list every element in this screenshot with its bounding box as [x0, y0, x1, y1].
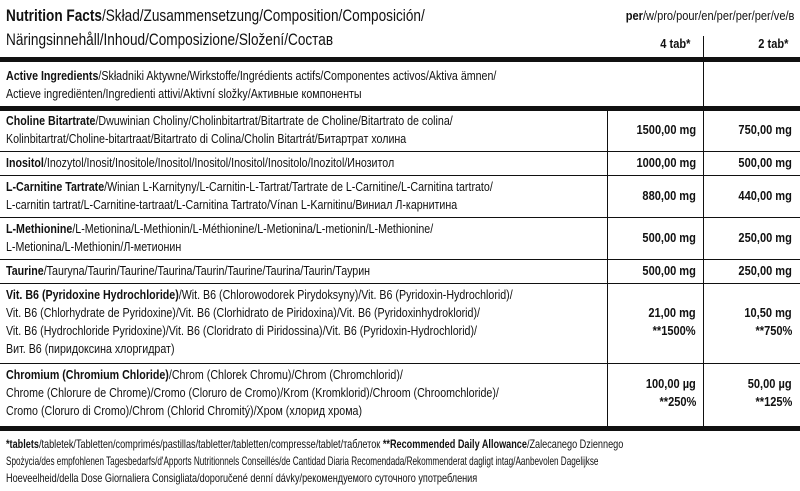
value-4tab: 100,00 µg [646, 376, 696, 391]
value-2tab: 750,00 mg [738, 122, 792, 137]
header-per-bold: per [625, 8, 643, 23]
value-4tab: 1000,00 mg [636, 155, 696, 170]
value-4tab: 880,00 mg [642, 188, 696, 203]
ingredient-row-chromium-line3: Cromo (Cloruro di Cromo)/Chrom (Chlorid Chromitý)/Хром (хлорид хрома) [6, 403, 363, 418]
header-per [596, 8, 794, 24]
ingredient-row-b6-line1: Vit. B6 (Pyridoxine Hydrochloride)/Wit. B6 (Chlorowodorek Pirydoksyny)/Vit. B6 (Pyridoxin-Hydrochlorid)/ [6, 287, 513, 302]
ingredient-name: L-Carnitine Tartrate [6, 179, 105, 194]
value-2tab: 50,00 µg [748, 376, 792, 391]
header-title-line1 [6, 6, 529, 26]
value-4tab: 21,00 mg [648, 305, 696, 320]
row-divider [0, 283, 800, 284]
row-divider [0, 217, 800, 218]
ingredient-row-methionine-line1: L-Methionine/L-Metionina/L-Methionin/L-Méthionine/L-Metionina/L-metionin/L-Methionine/ [6, 221, 434, 236]
divider-thick-active [0, 106, 800, 111]
value-4tab: 500,00 mg [642, 263, 696, 278]
footer-rda-bold: **Recommended Daily Allowance [382, 437, 527, 451]
row-divider [0, 363, 800, 364]
ingredient-name: Inositol [6, 155, 44, 170]
header-title-line2: Näringsinnehåll/Inhoud/Composizione/Složení/Состав [6, 30, 334, 49]
ingredient-row-b6-line3: Vit. B6 (Hydrochloride Pyridoxine)/Vit. B6 (Cloridrato di Piridossina)/Vit. B6 (Pyridoxin-Hydrochlorid)/ [6, 323, 478, 338]
active-ingredients-line1: Active Ingredients/Składniki Aktywne/Wirkstoffe/Ingrédients actifs/Componentes activos/Aktiva ämnen/ [6, 68, 497, 83]
ingredient-row-chromium-line2: Chrome (Chlorure de Chrome)/Cromo (Cloruro de Cromo)/Krom (Kromklorid)/Chroom (Chroomchloride)/ [6, 385, 499, 400]
ingredient-row-choline-line2: Kolinbitartrat/Choline-bitartraat/Bitartrato di Colina/Cholin Bitartrát/Битартрат холина [6, 131, 407, 146]
rda-percent-4tab: **1500% [652, 323, 696, 338]
ingredient-name: Vit. B6 (Pyridoxine Hydrochloride) [6, 287, 179, 302]
ingredient-row-b6-line2: Vit. B6 (Chlorhydrate de Pyridoxine)/Vit. B6 (Clorhidrato de Piridoxina)/Vit. B6 (Pyridoxinhydroklorid)/ [6, 305, 480, 320]
footer-line3: Hoeveelheid/della Dose Giornaliera Consigliata/doporučené denní dávky/рекомендуемого суточного употребления [6, 471, 478, 485]
footer-line1: *tablets/tabletek/Tabletten/comprimés/pastillas/tabletter/tabletten/compresse/tablet/таблеток **Recommended Daily Allowance/Zalecanego Dziennego [6, 437, 624, 451]
divider-thick-bottom [0, 426, 800, 431]
header-title-bold: Nutrition Facts [6, 6, 102, 25]
row-divider [0, 151, 800, 152]
footer-line2: Spożycia/des empfohlenen Tagesbedarfs/d'Apports Nutritionnels Conseillés/de Cantidad Diaria Recomendada/Rekommenderat dagligt intag/Aanbevolen Dagelijkse [6, 454, 599, 468]
column-header-4-tab: 4 tab* [659, 36, 690, 51]
value-4tab: 1500,00 mg [636, 122, 696, 137]
footer-tablets-bold: *tablets [6, 437, 39, 451]
rda-percent-4tab: **250% [659, 394, 696, 409]
active-ingredients-line2: Actieve ingrediënten/Ingredienti attivi/Aktivní složky/Активные компоненты [6, 86, 362, 101]
ingredient-row-methionine-line2: L-Metionina/L-Methionin/Л-метионин [6, 239, 182, 254]
ingredient-row-chromium-line1: Chromium (Chromium Chloride)/Chrom (Chlorek Chromu)/Chrom (Chromchlorid)/ [6, 367, 403, 382]
column-separator-1 [607, 111, 608, 427]
ingredient-row-taurine: Taurine/Tauryna/Taurin/Taurine/Taurina/Taurin/Taurine/Taurina/Taurin/Таурин [6, 263, 371, 278]
column-header-2-tab: 2 tab* [757, 36, 788, 51]
row-divider [0, 259, 800, 260]
value-2tab: 500,00 mg [738, 155, 792, 170]
value-2tab: 250,00 mg [738, 263, 792, 278]
header-per-rest: /w/pro/pour/en/per/per/per/ve/в [642, 8, 794, 23]
ingredient-name: L-Methionine [6, 221, 73, 236]
ingredient-row-choline-line1: Choline Bitartrate/Dwuwinian Choliny/Cholinbitartrat/Bitartrate de Choline/Bitartrato de colina/ [6, 113, 453, 128]
value-2tab: 440,00 mg [738, 188, 792, 203]
header-title-rest: /Skład/Zusammensetzung/Composition/Composición/ [101, 6, 425, 25]
row-divider [0, 175, 800, 176]
value-2tab: 10,50 mg [744, 305, 792, 320]
active-ingredients-bold: Active Ingredients [6, 68, 99, 83]
ingredient-row-b6-line4: Вит. В6 (пиридоксина хлоргидрат) [6, 341, 175, 356]
ingredient-row-carnitine-line1: L-Carnitine Tartrate/Winian L-Karnityny/L-Carnitin-L-Tartrat/Tartrate de L-Carnitine/L-Carnitina tartrato/ [6, 179, 493, 194]
ingredient-name: Taurine [6, 263, 44, 278]
value-2tab: 250,00 mg [738, 230, 792, 245]
ingredient-row-inositol: Inositol/Inozytol/Inosit/Inositole/Inositol/Inositol/Inositol/Inositolo/Inozitol/Инозитол [6, 155, 395, 170]
column-separator-2 [703, 36, 704, 427]
rda-percent-2tab: **750% [755, 323, 792, 338]
divider-thick-top [0, 57, 800, 62]
ingredient-name: Chromium (Chromium Chloride) [6, 367, 169, 382]
ingredient-row-carnitine-line2: L-carnitin tartrat/L-Carnitine-tartraat/L-Carnitina Tartrato/Vínan L-Karnitinu/Виниал Л-карнитина [6, 197, 458, 212]
ingredient-name: Choline Bitartrate [6, 113, 96, 128]
rda-percent-2tab: **125% [755, 394, 792, 409]
value-4tab: 500,00 mg [642, 230, 696, 245]
